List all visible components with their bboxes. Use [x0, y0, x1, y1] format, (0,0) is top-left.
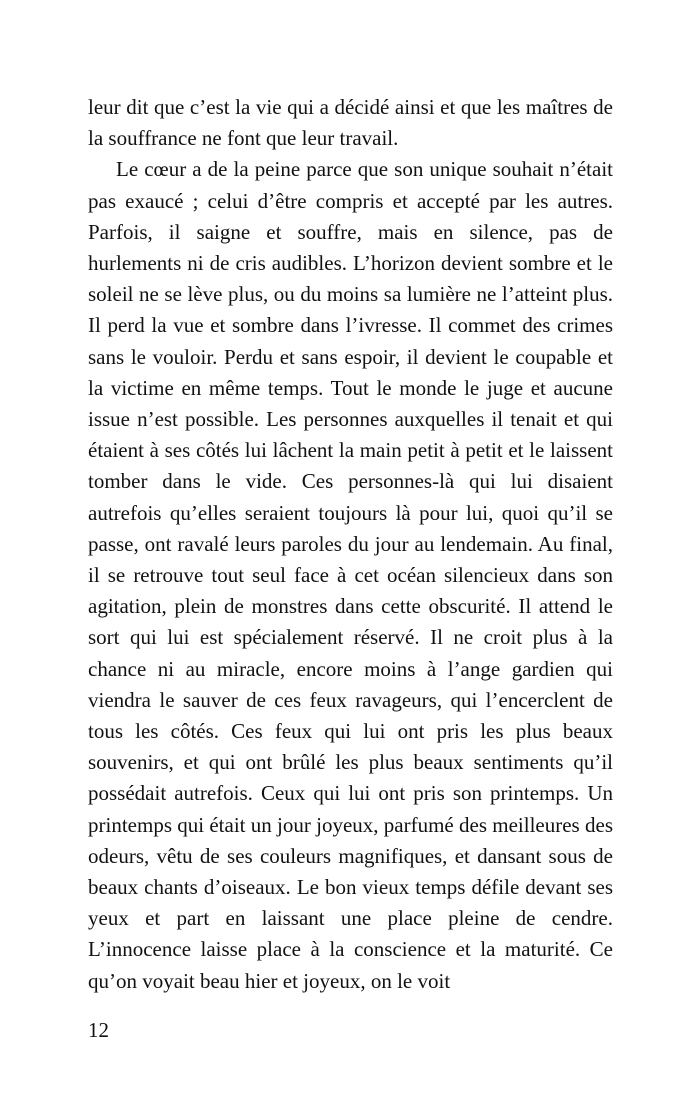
- page-number: 12: [88, 1018, 109, 1042]
- paragraph-continuation: leur dit que c’est la vie qui a décidé ainsi et que les maîtres de la souffrance ne font que leur travail.: [88, 95, 613, 151]
- body-text: [88, 92, 613, 997]
- paragraph-main: Le cœur a de la peine parce que son unique souhait n’était pas exaucé ; celui d’être compris et accepté par les autres. Parfois, il saigne et souffre, mais en silence, pas de hurlements ni de cris audibles. L’horizon devient sombre et le soleil ne se lève plus, ou du moins sa lumière ne l’atteint plus. Il perd la vue et sombre dans l’ivresse. Il commet des crimes sans le vouloir. Perdu et sans espoir, il devient le coupable et la victime en même temps. Tout le monde le juge et aucune issue n’est possible. Les personnes auxquelles il tenait et qui étaient à ses côtés lui lâchent la main petit à petit et le laissent tomber dans le vide. Ces personnes-là qui lui disaient autrefois qu’elles seraient toujours là pour lui, quoi qu’il se passe, ont ravalé leurs paroles du jour au lendemain. Au final, il se retrouve tout seul face à cet océan silencieux dans son agitation, plein de monstres dans cette obscurité. Il attend le sort qui lui est spécialement réservé. Il ne croit plus à la chance ni au miracle, encore moins à l’ange gardien qui viendra le sauver de ces feux ravageurs, qui l’encerclent de tous les côtés. Ces feux qui lui ont pris les plus beaux souvenirs, et qui ont brûlé les plus beaux sentiments qu’il possédait autrefois. Ceux qui lui ont pris son printemps. Un printemps qui était un jour joyeux, parfumé des meilleures des odeurs, vêtu de ses couleurs magnifiques, et dansant sous de beaux chants d’oiseaux. Le bon vieux temps défile devant ses yeux et part en laissant une place pleine de cendre. L’innocence laisse place à la conscience et la maturité. Ce qu’on voyait beau hier et joyeux, on le voit: [88, 157, 613, 993]
